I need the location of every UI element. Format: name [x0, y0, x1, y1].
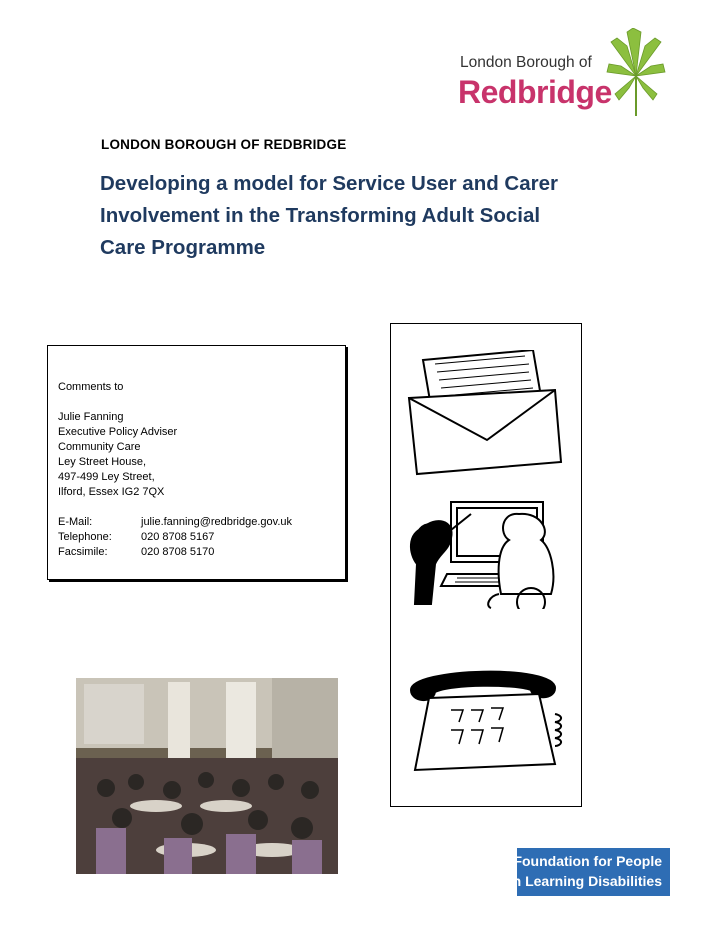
foundation-line2: with Learning Disabilities: [493, 873, 662, 889]
chestnut-leaf-icon: [605, 28, 667, 118]
meeting-photo: [76, 678, 338, 874]
title-line: Developing a model for Service User and Carer: [100, 172, 558, 195]
contact-address-line: Ley Street House,: [58, 456, 147, 468]
contact-address-line: Ilford, Essex IG2 7QX: [58, 486, 165, 498]
illustration-panel: [390, 323, 582, 807]
foundation-line1: Foundation for People: [513, 853, 662, 869]
contact-box: [47, 345, 346, 580]
contact-name: Julie Fanning: [58, 411, 124, 423]
telephone-icon: [405, 660, 570, 780]
contact-role: Executive Policy Adviser: [58, 426, 178, 438]
contact-phone-row: [58, 530, 292, 545]
fax-value: 020 8708 5170: [141, 546, 215, 558]
fax-label: Facsimile:: [58, 546, 108, 558]
contact-dept: Community Care: [58, 441, 141, 453]
email-label: E-Mail:: [58, 516, 93, 528]
computer-users-icon: [401, 494, 571, 609]
document-title: [100, 168, 620, 264]
contact-email-row: [58, 515, 292, 530]
contact-address-line: 497-499 Ley Street,: [58, 471, 155, 483]
phone-label: Telephone:: [58, 531, 112, 543]
title-line: Care Programme: [100, 236, 266, 259]
contact-fax-row: [58, 545, 292, 560]
council-logo: [455, 28, 665, 118]
foundation-logo: [493, 848, 670, 896]
logo-line1: London Borough of: [460, 54, 592, 71]
email-link[interactable]: julie.fanning@redbridge.gov.uk: [141, 516, 293, 528]
contact-intro: Comments to: [58, 381, 124, 393]
org-name: LONDON BOROUGH OF REDBRIDGE: [101, 137, 347, 152]
logo-line2: Redbridge: [458, 74, 612, 110]
title-line: Involvement in the Transforming Adult Social: [100, 204, 541, 227]
phone-value: 020 8708 5167: [141, 531, 215, 543]
envelope-icon: [405, 350, 565, 480]
